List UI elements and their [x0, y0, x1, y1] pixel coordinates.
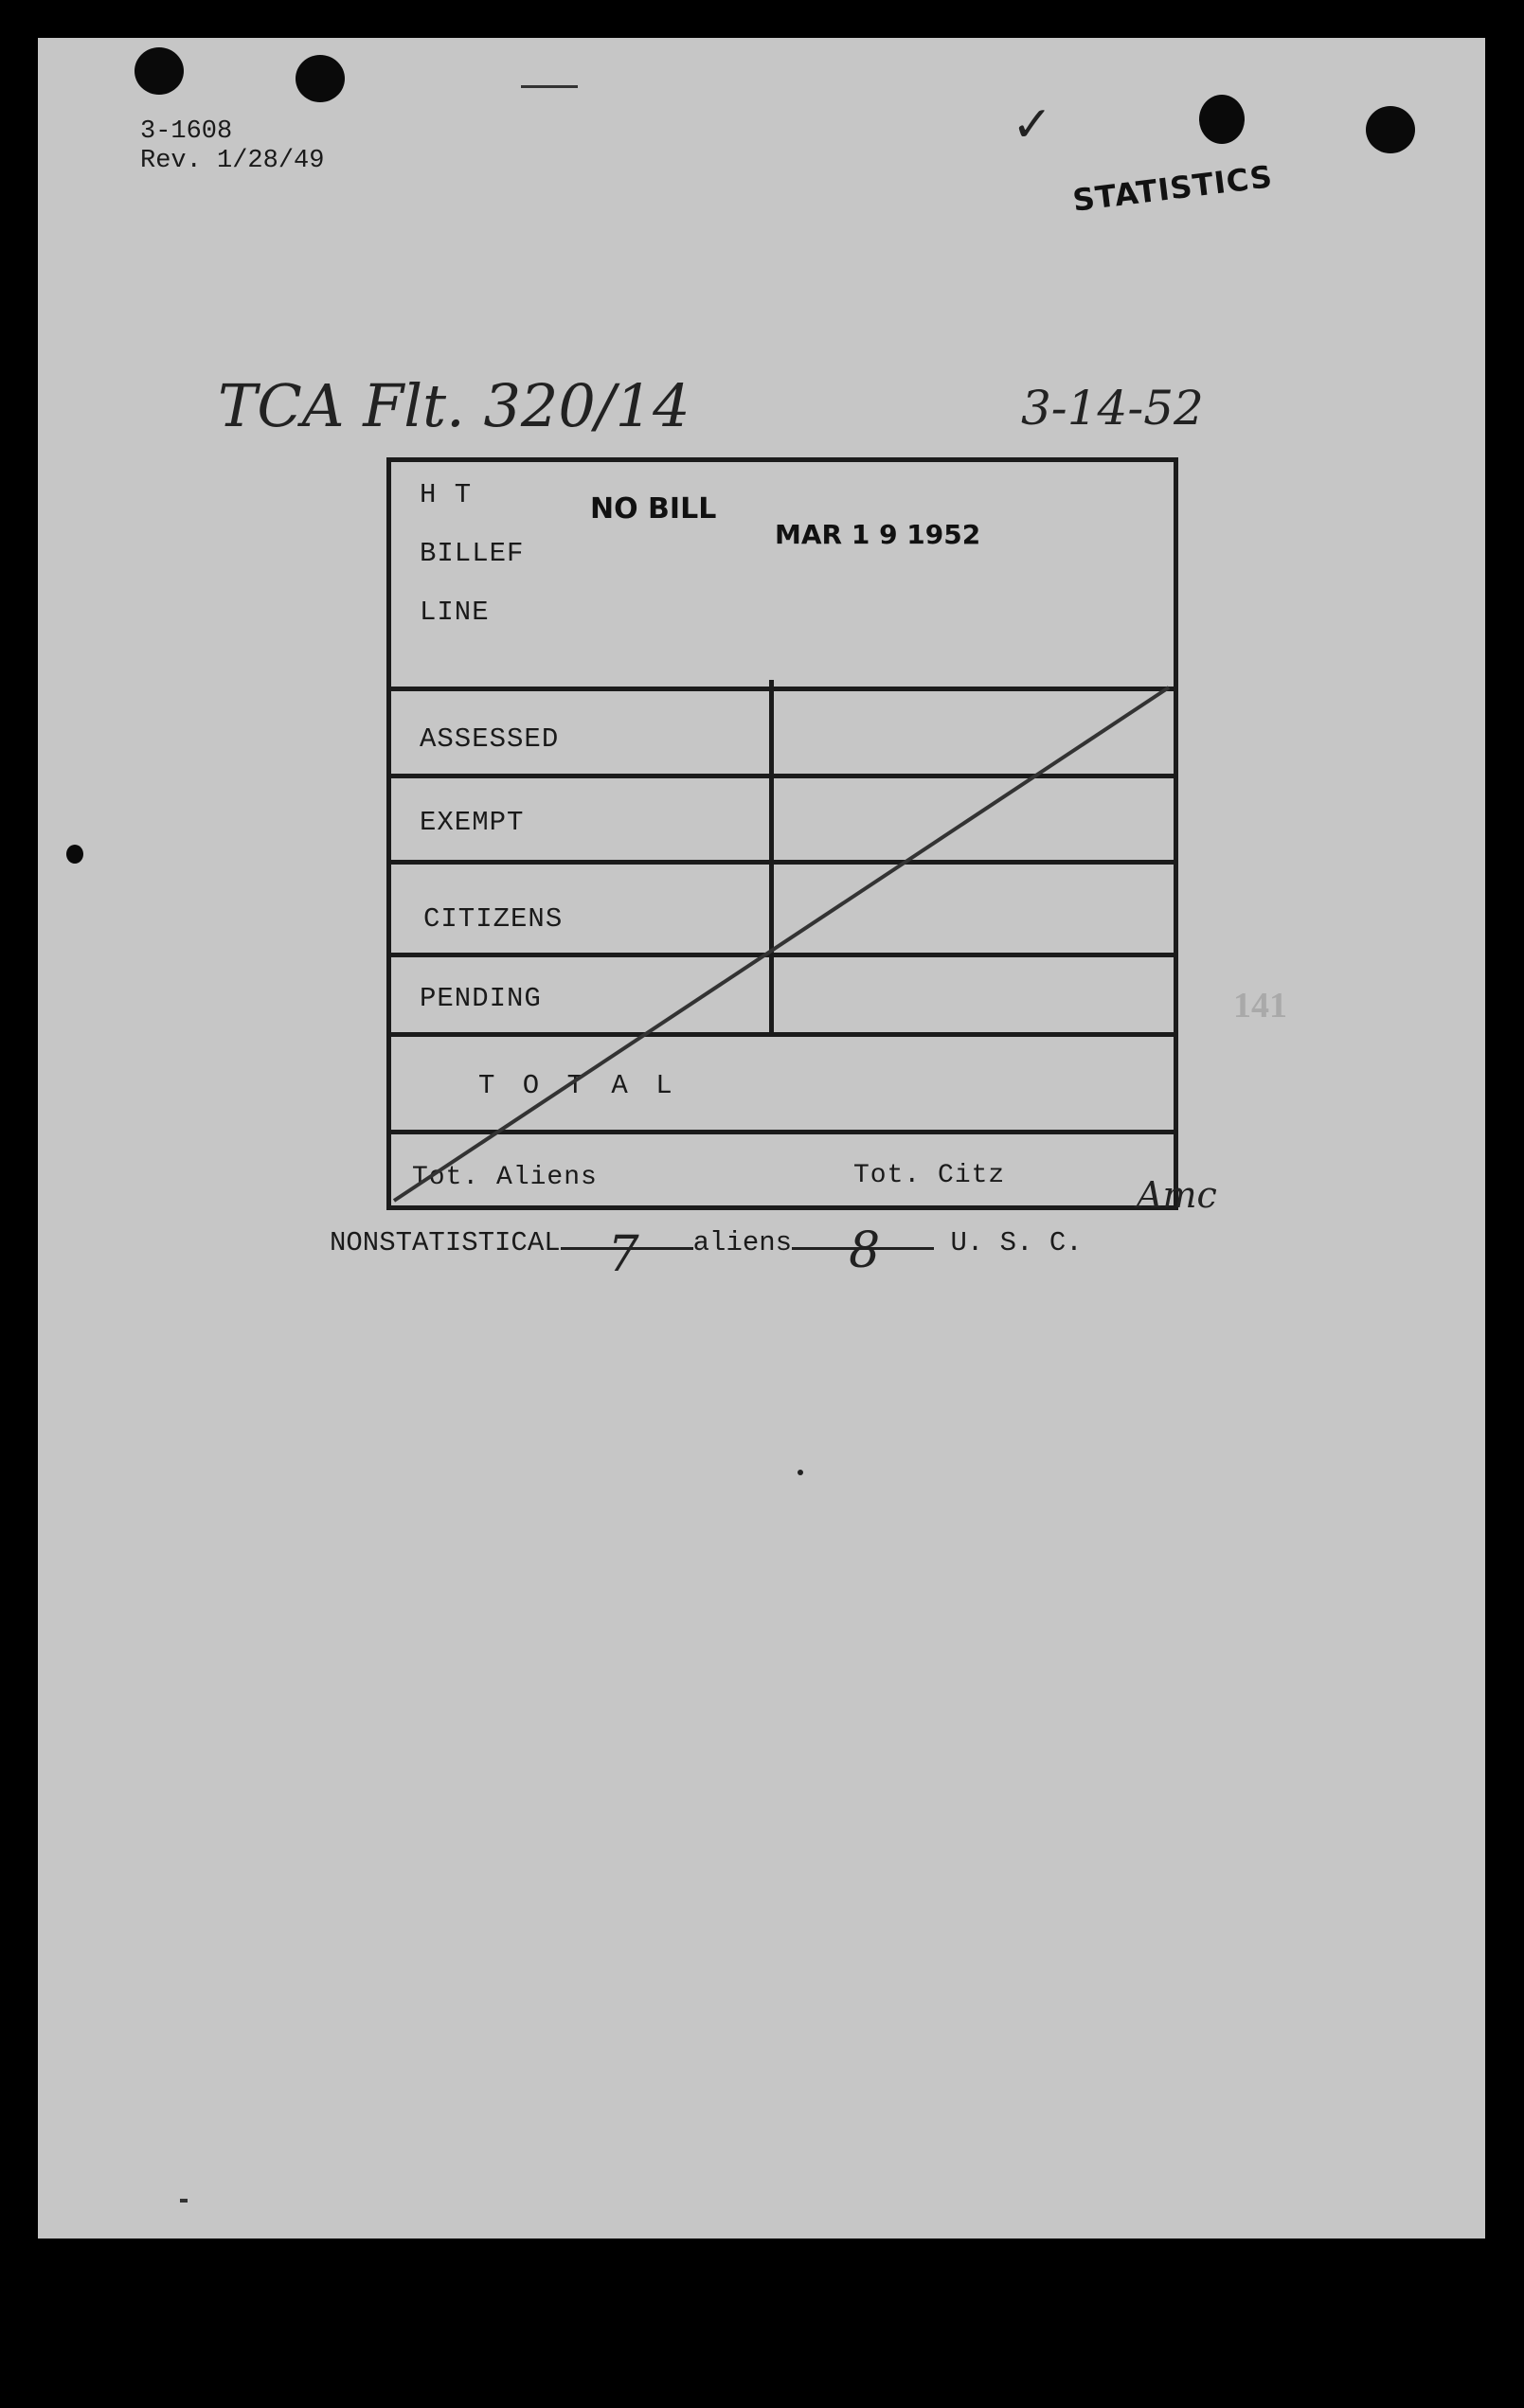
aliens-label: aliens [692, 1227, 793, 1258]
row-label-assessed: ASSESSED [420, 723, 560, 755]
usc-count-blank [792, 1222, 934, 1279]
header-line-line: LINE [420, 597, 490, 628]
statistics-form-box [386, 457, 1178, 1210]
received-date-stamp: MAR 1 9 1952 [775, 519, 981, 550]
row-label-pending: PENDING [420, 983, 542, 1014]
row-label-exempt: EXEMPT [420, 807, 525, 838]
stray-mark [798, 1470, 803, 1475]
aliens-count-value: 7 [607, 1226, 639, 1283]
punch-hole-top-left-1 [134, 47, 184, 95]
handwritten-initials: Amc [1137, 1174, 1217, 1216]
document-page [38, 38, 1485, 2239]
form-revision: Rev. 1/28/49 [140, 147, 325, 175]
tot-citz-label: Tot. Citz [853, 1161, 1006, 1190]
statistics-stamp: STATISTICS [1070, 158, 1275, 219]
usc-count-value: 8 [849, 1222, 881, 1279]
punch-hole-top-left-2 [296, 55, 345, 102]
row-label-citizens: CITIZENS [423, 903, 564, 935]
page-number: 141 [1233, 986, 1287, 1026]
tot-aliens-label: Tot. Aliens [412, 1163, 598, 1192]
usc-label: U. S. C. [950, 1227, 1083, 1258]
nonstatistical-label: NONSTATISTICAL [330, 1227, 561, 1258]
punch-hole-top-right-1 [1199, 95, 1245, 144]
form-number: 3-1608 [140, 117, 233, 146]
check-mark: ✓ [1012, 97, 1053, 153]
stray-mark [521, 85, 578, 88]
handwritten-date: 3-14-52 [1021, 381, 1204, 436]
punch-hole-top-right-2 [1366, 106, 1415, 153]
row-label-total: T O T A L [478, 1070, 678, 1101]
no-bill-stamp: NO BILL [590, 492, 717, 526]
header-line-billef: BILLEF [420, 538, 525, 569]
diagonal-strike-line [386, 457, 1178, 1210]
header-line-ht: H T [420, 479, 473, 510]
handwritten-flight: TCA Flt. 320/14 [218, 371, 690, 440]
aliens-count-blank [561, 1226, 693, 1283]
nonstatistical-line [330, 1222, 1083, 1283]
stray-mark [180, 2199, 188, 2203]
punch-hole-left-margin [66, 845, 83, 864]
